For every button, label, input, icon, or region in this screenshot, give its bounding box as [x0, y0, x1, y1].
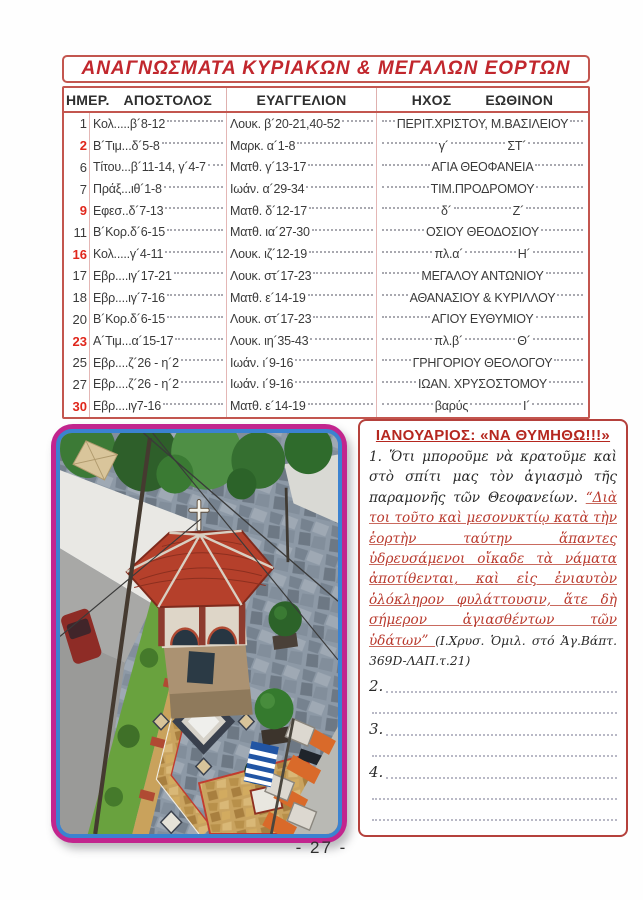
- tone-feast-cell: ΑΓΙΟΥ ΕΥΘΥΜΙΟΥ: [377, 308, 588, 330]
- table-body: [64, 113, 588, 417]
- tone-feast-cell: ΟΣΙΟΥ ΘΕΟΔΟΣΙΟΥ: [377, 222, 588, 244]
- courtyard-illustration: [60, 433, 338, 834]
- table-row: [64, 287, 588, 309]
- blank-note-line: [369, 784, 617, 802]
- dot-leader: [451, 142, 506, 144]
- dot-leader: [308, 403, 373, 405]
- day-cell: [64, 374, 90, 396]
- notes-paragraph: [369, 447, 617, 671]
- apostle-cell: Α´Τιμ...α´15-17: [90, 330, 227, 352]
- table-row: [64, 308, 588, 330]
- dot-leader: [174, 272, 223, 274]
- title-box: [62, 55, 590, 83]
- gospel-cell: Ιωάν. ι´9-16: [227, 374, 377, 396]
- tone-feast-cell: ΠΕΡΙΤ.ΧΡΙΣΤΟΥ, Μ.ΒΑΣΙΛΕΙΟΥ: [377, 113, 588, 135]
- day-cell: [64, 243, 90, 265]
- note-line-number: 3.: [369, 719, 384, 738]
- table-row: [64, 113, 588, 135]
- table-header-row: [64, 88, 588, 113]
- dot-leader: [309, 207, 373, 209]
- gospel-cell: Ιωάν. ι´9-16: [227, 352, 377, 374]
- gospel-cell: Ματθ. ια´27-30: [227, 222, 377, 244]
- apostle-cell: Εβρ....ιγ7-16: [90, 395, 227, 417]
- dot-leader: [541, 229, 583, 231]
- dot-leader: [454, 207, 511, 209]
- table-row: [64, 156, 588, 178]
- dot-leader: [536, 186, 583, 188]
- day-number: 7: [79, 181, 87, 197]
- dot-leader: [312, 229, 373, 231]
- dot-leader: [175, 338, 223, 340]
- dot-leader: [382, 251, 432, 253]
- dot-leader: [208, 164, 223, 166]
- apostle-cell: Τίτου...β´11-14, γ´4-7: [90, 156, 227, 178]
- day-number: 27: [72, 376, 87, 392]
- table-row: [64, 222, 588, 244]
- table-row: [64, 243, 588, 265]
- dot-leader: [167, 229, 223, 231]
- dot-leader: [386, 777, 617, 779]
- table-row: [64, 178, 588, 200]
- blank-note-line: [369, 805, 617, 823]
- dot-leader: [528, 142, 583, 144]
- blank-note-line: [369, 763, 617, 781]
- blank-note-line: [369, 741, 617, 759]
- header-hxos-eothinon: [377, 88, 588, 111]
- day-number: 20: [72, 311, 87, 327]
- apostle-cell: Β´Κορ.δ´6-15: [90, 308, 227, 330]
- dot-leader: [167, 316, 223, 318]
- tone-feast-cell: δ´ Ζ´: [377, 200, 588, 222]
- tone-feast-cell: ΙΩΑΝ. ΧΡΥΣΟΣΤΟΜΟΥ: [377, 374, 588, 396]
- header-day-apostle: [64, 88, 227, 111]
- dot-leader: [297, 142, 373, 144]
- dot-leader: [536, 316, 584, 318]
- dot-leader: [181, 381, 223, 383]
- tone-feast-cell: βαρύς Ι´: [377, 395, 588, 417]
- dot-leader: [306, 186, 373, 188]
- notes-lines: [369, 673, 617, 827]
- apostle-cell: Κολ.....γ´4-11: [90, 243, 227, 265]
- tone-feast-cell: ΑΓΙΑ ΘΕΟΦΑΝΕΙΑ: [377, 156, 588, 178]
- dot-leader: [164, 186, 223, 188]
- dot-leader: [382, 381, 416, 383]
- day-cell: [64, 156, 90, 178]
- blank-note-line: [369, 677, 617, 695]
- gospel-cell: Ματθ. γ´13-17: [227, 156, 377, 178]
- header-eothinon: ΕΩΘΙΝΟΝ: [485, 91, 554, 108]
- tone-feast-cell: ΤΙΜ.ΠΡΟΔΡΟΜΟΥ: [377, 178, 588, 200]
- readings-table: [62, 86, 590, 419]
- dot-leader: [470, 403, 521, 405]
- tone-feast-cell: γ´ ΣΤ´: [377, 135, 588, 157]
- dot-leader: [382, 164, 430, 166]
- dot-leader: [372, 798, 617, 800]
- page-title: ΑΝΑΓΝΩΣΜΑΤΑ ΚΥΡΙΑΚΩΝ & ΜΕΓΑΛΩΝ ΕΟΡΤΩΝ: [81, 58, 571, 79]
- tone-feast-cell: πλ.β´ Θ´: [377, 330, 588, 352]
- dot-leader: [386, 734, 617, 736]
- table-row: [64, 135, 588, 157]
- notes-panel: [358, 419, 628, 837]
- dot-leader: [382, 186, 429, 188]
- day-cell: [64, 287, 90, 309]
- dot-leader: [554, 359, 583, 361]
- note-line-number: 4.: [369, 762, 384, 781]
- dot-leader: [382, 272, 419, 274]
- gospel-cell: Ιωάν. α´29-34: [227, 178, 377, 200]
- dot-leader: [342, 120, 373, 122]
- notes-quote: “Διὰ τοι τοῦτο καὶ μεσονυκτίῳ κατὰ τὴν ἑορτὴν ταύτην ἅπαντες ὑδρευσάμενοι οἴκαδε τὰ νάματα ἀποτίθενται, καὶ εἰς ἐνιαυτὸν ὁλόκληρον φυλάττουσιν, ἅτε δὴ σήμερον ἁγιασθέντων τῶν ὑδάτων”: [369, 489, 617, 649]
- tone-feast-cell: ΑΘΑΝΑΣΙΟΥ & ΚΥΡΙΛΛΟΥ: [377, 287, 588, 309]
- photo-frame: [51, 424, 347, 843]
- dot-leader: [163, 403, 223, 405]
- tone-feast-cell: ΓΡΗΓΟΡΙΟΥ ΘΕΟΛΟΓΟΥ: [377, 352, 588, 374]
- dot-leader: [382, 229, 424, 231]
- apostle-cell: Εβρ....ιγ´17-21: [90, 265, 227, 287]
- gospel-cell: Ματθ. δ´12-17: [227, 200, 377, 222]
- notes-citation: (Ι.Χρυσ. Ὁμιλ. στό Ἁγ.Βάπτ. 369D-ΛΑΠ.τ.21): [369, 633, 617, 668]
- gospel-cell: Ματθ. ε´14-19: [227, 287, 377, 309]
- day-number: 17: [72, 268, 87, 284]
- dot-leader: [165, 251, 223, 253]
- day-number: 11: [73, 224, 87, 240]
- day-cell: [64, 222, 90, 244]
- gospel-cell: Λουκ. β´20-21,40-52: [227, 113, 377, 135]
- dot-leader: [313, 272, 373, 274]
- apostle-cell: Εβρ....ιγ´7-16: [90, 287, 227, 309]
- day-number: 25: [72, 355, 87, 371]
- apostle-cell: Β´Κορ.δ´6-15: [90, 222, 227, 244]
- page-number: - 27 -: [295, 838, 348, 857]
- header-hxos: ΗΧΟΣ: [411, 91, 452, 108]
- day-number: 6: [79, 159, 87, 175]
- apostle-cell: Κολ.....β´8-12: [90, 113, 227, 135]
- gospel-cell: Λουκ. ιζ´12-19: [227, 243, 377, 265]
- table-row: [64, 395, 588, 417]
- table-row: [64, 330, 588, 352]
- day-cell: [64, 113, 90, 135]
- dot-leader: [167, 120, 223, 122]
- day-number: 30: [72, 398, 87, 414]
- day-number: 1: [79, 116, 87, 132]
- dot-leader: [570, 120, 583, 122]
- dot-leader: [546, 272, 583, 274]
- dot-leader: [165, 207, 223, 209]
- dot-leader: [382, 207, 439, 209]
- church-courtyard-photo: [56, 429, 342, 838]
- table-row: [64, 265, 588, 287]
- header-evangelion: ΕΥΑΓΓΕΛΙΟΝ: [227, 88, 377, 111]
- day-number: 23: [72, 333, 87, 349]
- day-number: 18: [72, 290, 87, 306]
- tone-feast-cell: ΜΕΓΑΛΟΥ ΑΝΤΩΝΙΟΥ: [377, 265, 588, 287]
- dot-leader: [167, 294, 223, 296]
- table-row: [64, 200, 588, 222]
- dot-leader: [181, 359, 223, 361]
- dot-leader: [549, 381, 583, 383]
- day-number: 16: [72, 246, 87, 262]
- day-cell: [64, 200, 90, 222]
- dot-leader: [308, 294, 373, 296]
- apostle-cell: Β´Τιμ...δ´5-8: [90, 135, 227, 157]
- apostle-cell: Εφεσ..δ´7-13: [90, 200, 227, 222]
- blank-note-line: [369, 698, 617, 716]
- dot-leader: [382, 120, 395, 122]
- header-day: ΗΜΕΡ.: [66, 91, 110, 108]
- note-line-number: 2.: [369, 676, 384, 695]
- dot-leader: [310, 338, 373, 340]
- day-cell: [64, 178, 90, 200]
- gospel-cell: Λουκ. ιη´35-43: [227, 330, 377, 352]
- gospel-cell: Ματθ. ε´14-19: [227, 395, 377, 417]
- day-cell: [64, 352, 90, 374]
- dot-leader: [313, 316, 373, 318]
- dot-leader: [535, 164, 583, 166]
- day-number: 9: [79, 203, 87, 219]
- dot-leader: [372, 755, 617, 757]
- dot-leader: [532, 403, 583, 405]
- day-number: 2: [79, 138, 87, 154]
- dot-leader: [382, 359, 411, 361]
- dot-leader: [465, 251, 515, 253]
- dot-leader: [372, 819, 617, 821]
- dot-leader: [382, 338, 432, 340]
- table-row: [64, 374, 588, 396]
- notes-intro: 1. Ὅτι μποροῦμε νὰ κρατοῦμε καὶ στὸ σπίτι μας τὸν ἁγιασμὸ τῆς παραμονῆς τῶν Θεοφανείων.: [369, 449, 617, 506]
- dot-leader: [309, 251, 373, 253]
- tone-feast-cell: πλ.α´ Η´: [377, 243, 588, 265]
- dot-leader: [295, 381, 373, 383]
- day-cell: [64, 308, 90, 330]
- header-apostolos: ΑΠΟΣΤΟΛΟΣ: [123, 91, 212, 108]
- gospel-cell: Μαρκ. α´1-8: [227, 135, 377, 157]
- dot-leader: [382, 316, 430, 318]
- dot-leader: [372, 712, 617, 714]
- table-row: [64, 352, 588, 374]
- gospel-cell: Λουκ. στ´17-23: [227, 265, 377, 287]
- day-cell: [64, 330, 90, 352]
- dot-leader: [557, 294, 583, 296]
- dot-leader: [382, 403, 433, 405]
- day-cell: [64, 135, 90, 157]
- day-cell: [64, 395, 90, 417]
- notes-heading: ΙΑΝΟΥΑΡΙΟΣ: «ΝΑ ΘΥΜΗΘΩ!!!»: [375, 427, 611, 444]
- dot-leader: [308, 164, 373, 166]
- apostle-cell: Εβρ....ζ´26 - η´2: [90, 352, 227, 374]
- dot-leader: [533, 338, 583, 340]
- dot-leader: [533, 251, 583, 253]
- day-cell: [64, 265, 90, 287]
- dot-leader: [386, 691, 617, 693]
- dot-leader: [465, 338, 515, 340]
- apostle-cell: Εβρ....ζ´26 - η´2: [90, 374, 227, 396]
- dot-leader: [382, 294, 408, 296]
- dot-leader: [526, 207, 583, 209]
- gospel-cell: Λουκ. στ´17-23: [227, 308, 377, 330]
- apostle-cell: Πράξ...ιθ´1-8: [90, 178, 227, 200]
- blank-note-line: [369, 720, 617, 738]
- dot-leader: [295, 359, 373, 361]
- dot-leader: [162, 142, 223, 144]
- dot-leader: [382, 142, 437, 144]
